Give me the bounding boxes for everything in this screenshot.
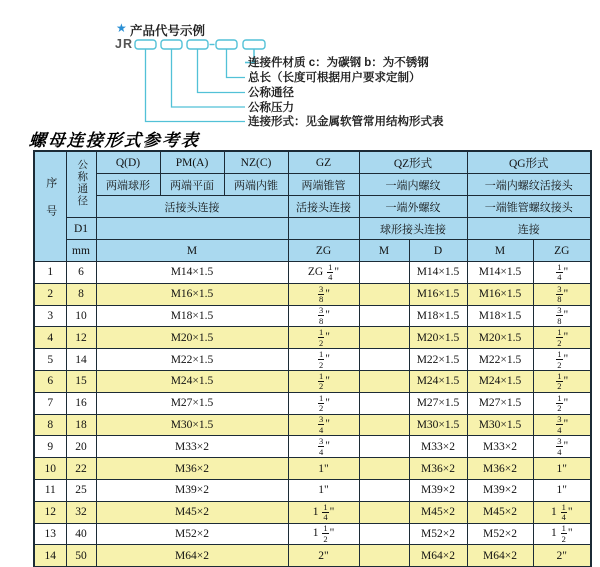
header-sub-qg-zg: ZG — [533, 240, 591, 262]
cell-qz-m — [359, 436, 409, 458]
cell-qz-d: M39×2 — [409, 479, 467, 501]
cell-qg-zg: $\frac{3}{4}$ " — [533, 436, 591, 458]
header-q-code: Q(D) — [96, 151, 160, 174]
cell-qz-d: M36×2 — [409, 458, 467, 480]
cell-qg-zg: $\frac{1}{2}$ " — [533, 392, 591, 414]
header-sub-zg: ZG — [288, 240, 359, 262]
cell-qg-m: M20×1.5 — [467, 327, 533, 349]
cell-qg-m: M52×2 — [467, 523, 533, 545]
header-serial: 序号 — [34, 151, 66, 262]
cell-mm: 6 — [66, 262, 96, 284]
cell-qg-m: M36×2 — [467, 458, 533, 480]
cell-qg-zg: $\frac{3}{8}$ " — [533, 283, 591, 305]
diagram-label-diameter: 公称通径 — [248, 87, 294, 99]
diagram-label-pressure: 公称压力 — [248, 101, 294, 114]
cell-mm: 22 — [66, 458, 96, 480]
leader-line — [146, 49, 246, 122]
cell-qz-m — [359, 479, 409, 501]
table-row — [34, 327, 591, 349]
cell-mm: 12 — [66, 327, 96, 349]
code-box — [135, 40, 156, 49]
cell-qz-m — [359, 414, 409, 436]
cell-qz-d: M52×2 — [409, 523, 467, 545]
cell-qg-m: M45×2 — [467, 501, 533, 523]
cell-m-thread: M22×1.5 — [96, 349, 288, 371]
cell-qz-m — [359, 392, 409, 414]
cell-qz-m — [359, 349, 409, 371]
header-sub-qg-m: M — [467, 240, 533, 262]
cell-qz-d: M14×1.5 — [409, 262, 467, 284]
table-title: 螺母连接形式参考表 — [28, 131, 201, 150]
table-row — [34, 545, 591, 567]
cell-serial: 10 — [34, 458, 66, 480]
table-row — [34, 392, 591, 414]
code-box — [161, 40, 182, 49]
cell-m-thread: M30×1.5 — [96, 414, 288, 436]
cell-qz-m — [359, 262, 409, 284]
cell-zg: $\frac{1}{2}$ " — [288, 349, 359, 371]
cell-qz-m — [359, 523, 409, 545]
table-row — [34, 370, 591, 392]
cell-m-thread: M39×2 — [96, 479, 288, 501]
header-nz-desc: 两端内锥 — [224, 174, 288, 196]
cell-qg-zg: $\frac{1}{4}$ " — [533, 262, 591, 284]
cell-m-thread: M33×2 — [96, 436, 288, 458]
cell-qz-d: M22×1.5 — [409, 349, 467, 371]
cell-qg-m: M39×2 — [467, 479, 533, 501]
cell-zg: $\frac{1}{2}$ " — [288, 370, 359, 392]
cell-mm: 32 — [66, 501, 96, 523]
header-qz-desc1: 一端内螺纹 — [359, 174, 467, 196]
header-pm-desc: 两端平面 — [160, 174, 224, 196]
cell-qz-m — [359, 545, 409, 567]
cell-serial: 2 — [34, 283, 66, 305]
cell-mm: 15 — [66, 370, 96, 392]
cell-serial: 6 — [34, 370, 66, 392]
diagram-label-connection: 连接形式：见金属软管常用结构形式表 — [248, 116, 444, 128]
cell-mm: 8 — [66, 283, 96, 305]
table-row — [34, 523, 591, 545]
cell-qg-m: M14×1.5 — [467, 262, 533, 284]
cell-serial: 8 — [34, 414, 66, 436]
code-box — [243, 40, 265, 49]
cell-qg-m: M16×1.5 — [467, 283, 533, 305]
cell-m-thread: M52×2 — [96, 523, 288, 545]
header-sub-m: M — [96, 240, 288, 262]
star-icon: ★ — [116, 21, 127, 35]
header-qz-desc2: 一端外螺纹 — [359, 196, 467, 218]
cell-qz-d: M16×1.5 — [409, 283, 467, 305]
cell-zg: 1" — [288, 479, 359, 501]
header-sub-qz-m: M — [359, 240, 409, 262]
table-row — [34, 305, 591, 327]
table-row — [34, 501, 591, 523]
cell-m-thread: M24×1.5 — [96, 370, 288, 392]
table-row — [34, 349, 591, 371]
cell-m-thread: M18×1.5 — [96, 305, 288, 327]
cell-qg-m: M18×1.5 — [467, 305, 533, 327]
header-union-left: 活接头连接 — [96, 196, 288, 218]
cell-qg-m: M30×1.5 — [467, 414, 533, 436]
cell-serial: 9 — [34, 436, 66, 458]
cell-serial: 4 — [34, 327, 66, 349]
header-blank-left — [96, 218, 288, 240]
table-row — [34, 283, 591, 305]
cell-zg: $\frac{3}{4}$ " — [288, 414, 359, 436]
header-gz-code: GZ — [288, 151, 359, 174]
cell-zg: 1 $\frac{1}{2}$ " — [288, 523, 359, 545]
leader-line — [198, 49, 246, 93]
cell-serial: 13 — [34, 523, 66, 545]
cell-qz-m — [359, 458, 409, 480]
cell-zg: ZG $\frac{1}{4}$ " — [288, 262, 359, 284]
cell-mm: 20 — [66, 436, 96, 458]
cell-qz-d: M20×1.5 — [409, 327, 467, 349]
cell-qg-zg: 2" — [533, 545, 591, 567]
cell-qz-d: M24×1.5 — [409, 370, 467, 392]
table-row — [34, 262, 591, 284]
code-box — [216, 40, 237, 49]
cell-qz-d: M33×2 — [409, 436, 467, 458]
cell-mm: 16 — [66, 392, 96, 414]
table-body — [34, 262, 591, 567]
cell-mm: 50 — [66, 545, 96, 567]
cell-m-thread: M14×1.5 — [96, 262, 288, 284]
leader-line — [227, 49, 246, 78]
diagram-label-length: 总长（长度可根据用户要求定制） — [248, 72, 421, 84]
product-code-prefix: JR — [115, 37, 133, 51]
cell-qz-d: M64×2 — [409, 545, 467, 567]
cell-serial: 11 — [34, 479, 66, 501]
cell-serial: 14 — [34, 545, 66, 567]
table-row — [34, 458, 591, 480]
header-qg-desc2: 一端锥管螺纹接头 — [467, 196, 591, 218]
cell-mm: 14 — [66, 349, 96, 371]
cell-zg: $\frac{1}{2}$ " — [288, 392, 359, 414]
header-nominal-diameter: 公称通径 — [66, 151, 96, 218]
cell-qg-m: M22×1.5 — [467, 349, 533, 371]
cell-qz-m — [359, 370, 409, 392]
code-box — [187, 40, 208, 49]
diagram-heading: 产品代号示例 — [130, 24, 206, 38]
header-qg-desc3: 连接 — [467, 218, 591, 240]
cell-m-thread: M27×1.5 — [96, 392, 288, 414]
cell-serial: 7 — [34, 392, 66, 414]
cell-mm: 10 — [66, 305, 96, 327]
cell-qg-m: M24×1.5 — [467, 370, 533, 392]
table-header — [34, 151, 591, 262]
cell-serial: 12 — [34, 501, 66, 523]
header-sub-qz-d: D — [409, 240, 467, 262]
cell-qz-m — [359, 305, 409, 327]
diagram-label-material: 连接件材质 c：为碳钢 b：为不锈钢 — [248, 57, 429, 69]
cell-zg: 2" — [288, 545, 359, 567]
header-qz-desc3: 球形接头连接 — [359, 218, 467, 240]
header-pm-code: PM(A) — [160, 151, 224, 174]
cell-m-thread: M16×1.5 — [96, 283, 288, 305]
table-row — [34, 414, 591, 436]
cell-mm: 40 — [66, 523, 96, 545]
nut-connection-table — [33, 150, 592, 567]
header-qz-code: QZ形式 — [359, 151, 467, 174]
cell-qg-zg: $\frac{1}{2}$ " — [533, 370, 591, 392]
header-union-gz: 活接头连接 — [288, 196, 359, 218]
cell-mm: 25 — [66, 479, 96, 501]
cell-m-thread: M64×2 — [96, 545, 288, 567]
cell-serial: 3 — [34, 305, 66, 327]
header-d1: D1 — [66, 218, 96, 240]
header-qg-desc1: 一端内螺纹活接头 — [467, 174, 591, 196]
cell-qg-zg: 1 $\frac{1}{2}$ " — [533, 523, 591, 545]
header-mm: mm — [66, 240, 96, 262]
cell-qz-d: M30×1.5 — [409, 414, 467, 436]
cell-m-thread: M20×1.5 — [96, 327, 288, 349]
cell-qg-m: M33×2 — [467, 436, 533, 458]
table-row — [34, 479, 591, 501]
header-q-desc: 两端球形 — [96, 174, 160, 196]
cell-zg: $\frac{3}{8}$ " — [288, 305, 359, 327]
header-nz-code: NZ(C) — [224, 151, 288, 174]
cell-qz-m — [359, 327, 409, 349]
cell-qz-m — [359, 283, 409, 305]
cell-qg-zg: 1 $\frac{1}{4}$ " — [533, 501, 591, 523]
cell-qg-zg: $\frac{3}{8}$ " — [533, 305, 591, 327]
cell-qg-zg: $\frac{1}{2}$ " — [533, 327, 591, 349]
cell-qg-m: M64×2 — [467, 545, 533, 567]
cell-zg: 1 $\frac{1}{4}$ " — [288, 501, 359, 523]
cell-zg: $\frac{1}{2}$ " — [288, 327, 359, 349]
cell-qz-d: M45×2 — [409, 501, 467, 523]
cell-m-thread: M45×2 — [96, 501, 288, 523]
header-blank-gz — [288, 218, 359, 240]
cell-serial: 5 — [34, 349, 66, 371]
cell-qg-zg: 1" — [533, 479, 591, 501]
cell-qg-zg: $\frac{3}{4}$ " — [533, 414, 591, 436]
cell-qz-m — [359, 501, 409, 523]
header-qg-code: QG形式 — [467, 151, 591, 174]
cell-qg-zg: $\frac{1}{2}$ " — [533, 349, 591, 371]
table-row — [34, 436, 591, 458]
cell-zg: $\frac{3}{4}$ " — [288, 436, 359, 458]
cell-qz-d: M27×1.5 — [409, 392, 467, 414]
cell-qg-zg: 1" — [533, 458, 591, 480]
cell-serial: 1 — [34, 262, 66, 284]
cell-zg: $\frac{3}{8}$ " — [288, 283, 359, 305]
cell-zg: 1" — [288, 458, 359, 480]
cell-qg-m: M27×1.5 — [467, 392, 533, 414]
cell-m-thread: M36×2 — [96, 458, 288, 480]
cell-qz-d: M18×1.5 — [409, 305, 467, 327]
cell-mm: 18 — [66, 414, 96, 436]
header-gz-desc: 两端锥管 — [288, 174, 359, 196]
